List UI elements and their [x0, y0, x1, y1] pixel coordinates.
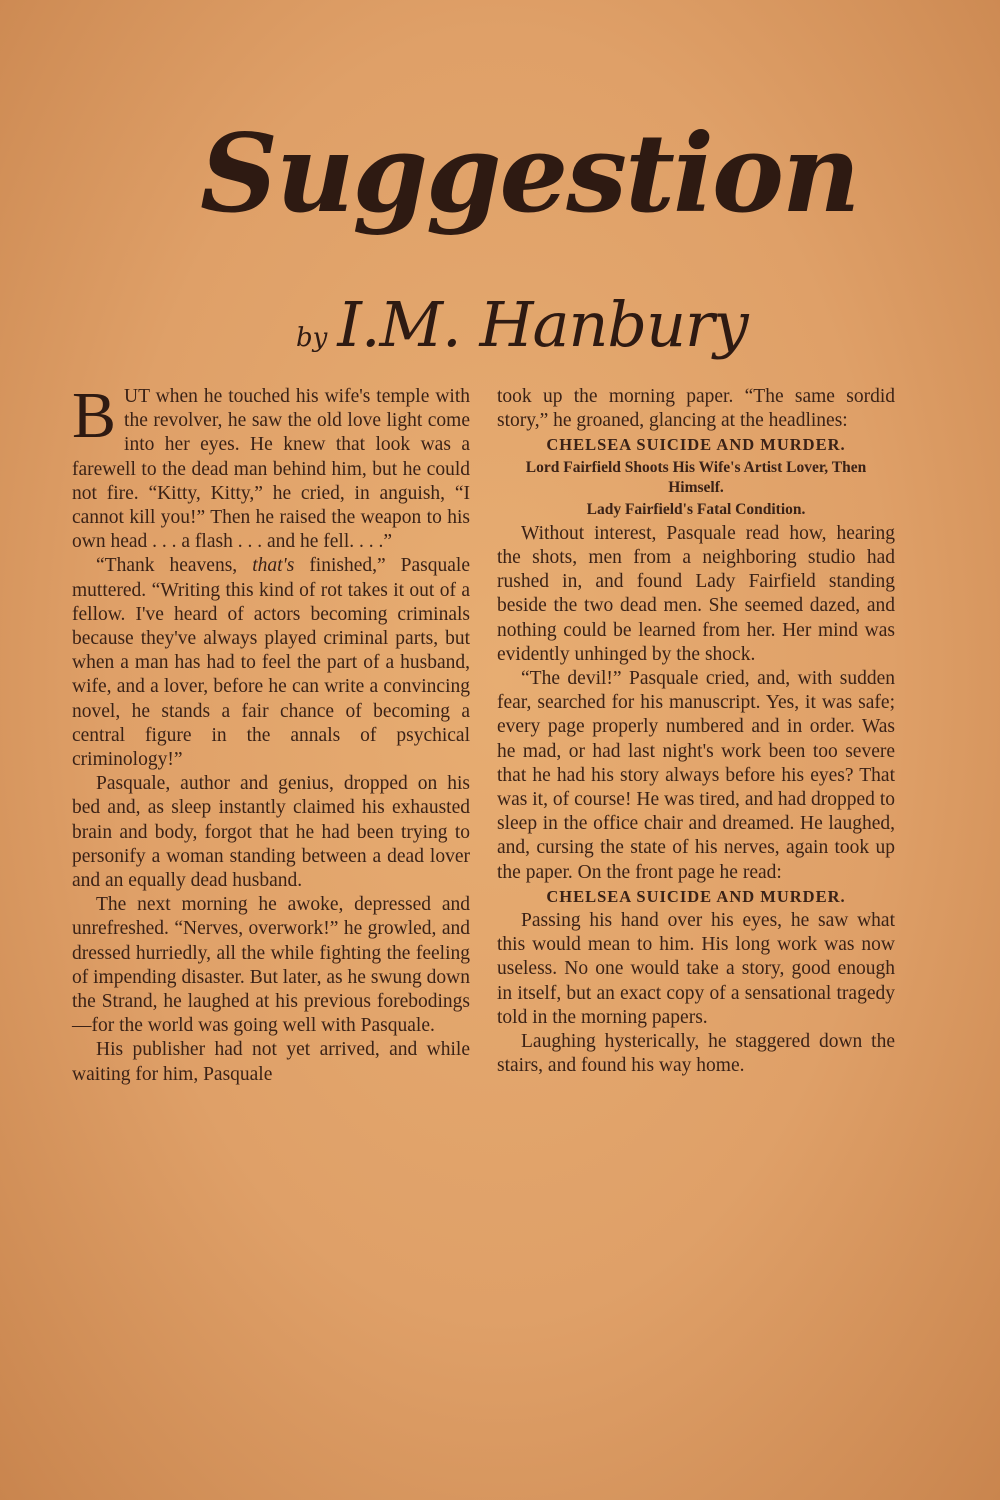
newspaper-subheadline: Lord Fairfield Shoots His Wife's Artist Lover, Then Himself.	[525, 458, 867, 496]
paragraph: Without interest, Pasquale read how, hearing the shots, men from a neighboring studio had rushed in, and found Lady Fairfield standing beside the two dead men. She seemed dazed, and nothing could be learned from her. Her mind was evidently unhinged by the shock.	[497, 522, 895, 665]
newspaper-headline: CHELSEA SUICIDE AND MURDER.	[546, 435, 846, 455]
paragraph	[72, 379, 470, 554]
paragraph: Pasquale, author and genius, dropped on his bed and, as sleep instantly claimed his exhausted brain and body, forgot that he had been trying to personify a woman standing between a dead lover and an equally dead husband.	[72, 773, 470, 892]
story-title: Suggestion	[200, 111, 859, 237]
byline-prefix: by	[296, 323, 328, 353]
paragraph: His publisher had not yet arrived, and while waiting for him, Pasquale	[72, 1039, 470, 1085]
paragraph-text: “Thank heavens,	[96, 555, 253, 577]
drop-cap: B	[72, 379, 117, 452]
emphasis-text: that's	[252, 555, 295, 577]
paragraph-text: finished,” Pasquale muttered. “Writing this kind of rot takes it out of a fellow. I've heard of actors becoming criminals because they've always played criminal parts, but when a man has had to feel the part of a husband, wife, and a lover, before he can write a convincing novel, he stands a fair chance of becoming a central figure in the annals of psychical criminology!”	[72, 555, 470, 771]
byline	[296, 288, 748, 361]
right-column	[497, 385, 895, 1078]
author-name: I.M. Hanbury	[337, 288, 748, 361]
paragraph	[72, 554, 470, 772]
paragraph: Passing his hand over his eyes, he saw what this would mean to him. His long work was now useless. No one would take a story, good enough in itself, but an exact copy of a sensational tragedy told in the morning papers.	[497, 910, 895, 1028]
newspaper-subheadline: Lady Fairfield's Fatal Condition.	[586, 500, 806, 518]
paragraph-text: UT when he touched his wife's temple with the revolver, he saw the old love light come into her eyes. He knew that look was a farewell to the dead man behind him, but he could not fire. “Kitty, Kitty,” he cried, in anguish, “I cannot kill you!” Then he raised the weapon to his own head . . . a flash . . . and he fell. . . .”	[72, 386, 470, 553]
newspaper-headline: CHELSEA SUICIDE AND MURDER.	[546, 886, 846, 906]
paragraph: took up the morning paper. “The same sordid story,” he groaned, glancing at the headlines:	[497, 386, 895, 432]
left-column	[72, 379, 470, 1087]
paragraph: “The devil!” Pasquale cried, and, with sudden fear, searched for his manuscript. Yes, it was safe; every page properly numbered and in order. Was he mad, or had last night's work been too severe that he had his story always before his eyes? That was it, of course! He was tired, and had dropped to sleep in the office chair and dreamed. He laughed, and, cursing the state of his nerves, again took up the paper. On the front page he read:	[497, 668, 895, 883]
paragraph: Laughing hysterically, he staggered down the stairs, and found his way home.	[497, 1031, 895, 1077]
paragraph: The next morning he awoke, depressed and unrefreshed. “Nerves, overwork!” he growled, and dressed hurriedly, all the while fighting the feeling of impending disaster. But later, as he swung down the Strand, he laughed at his previous forebodings—for the world was going well with Pasquale.	[72, 894, 470, 1037]
